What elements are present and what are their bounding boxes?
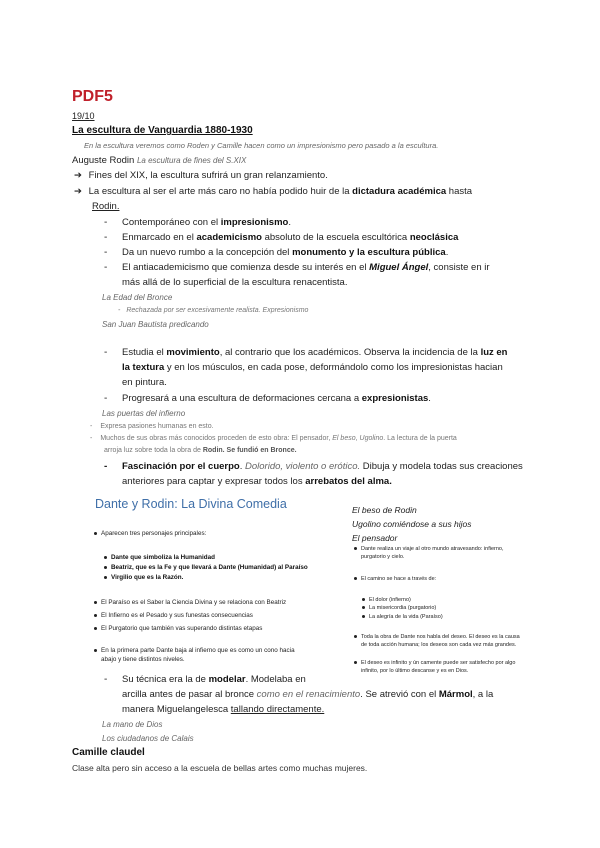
bullet-icon: [354, 661, 357, 664]
dash-icon: -: [104, 461, 108, 472]
bullet-icon: [94, 649, 97, 652]
bullet-icon: [354, 635, 357, 638]
bullet-icon: [354, 547, 357, 550]
right-caption-3: El pensador: [352, 533, 398, 543]
slide-subbullet: Beatriz, que es la Fe y que llevará a Dante (Humanidad) al Paraíso: [104, 564, 308, 571]
dash-icon: -: [104, 247, 108, 258]
right-subbullet: La alegría de la vida (Paraíso): [362, 614, 443, 620]
dash-item-6: Progresará a una escultura de deformaciones cercana a expresionistas.: [122, 393, 431, 404]
dash-item-8: Su técnica era la de modelar. Modelaba en: [122, 674, 306, 685]
right-bullet: Dante realiza un viaje al otro mundo atravesando: infierno,: [354, 546, 503, 552]
bullet-icon: [104, 566, 107, 569]
right-bullet-cont: de toda acción humana; los deseos son cada vez más grandes.: [361, 642, 517, 648]
camille-text: Clase alta pero sin acceso a la escuela de bellas artes como muchas mujeres.: [72, 763, 368, 773]
mano-title: La mano de Dios: [102, 720, 163, 729]
puertas-item-2-cont: arroja luz sobre toda la obra de Rodin. Se fundió en Bronce.: [104, 447, 297, 454]
calais-title: Los ciudadanos de Calais: [102, 734, 194, 743]
right-caption-2: Ugolino comiéndose a sus hijos: [352, 519, 472, 529]
dash-icon: -: [104, 393, 108, 404]
dash-icon: -: [104, 347, 108, 358]
arrow-item-1: ➔ Fines del XIX, la escultura sufrirá un gran relanzamiento.: [74, 170, 328, 181]
dash-item-5-cont2: en pintura.: [122, 377, 167, 388]
date: 19/10: [72, 111, 95, 121]
dash-icon: -: [104, 232, 108, 243]
auguste-sub: La escultura de fines del S.XIX: [136, 156, 247, 165]
right-caption-1: El beso de Rodin: [352, 505, 417, 515]
edad-sub: - Rechazada por ser excesivamente realista. Expresionismo: [118, 307, 309, 314]
dash-item-5-cont: la textura y en los músculos, en cada pose, deformándolo como los impresionistas hacian: [122, 362, 503, 373]
slide-subbullet: Virgilio que es la Razón.: [104, 574, 183, 581]
bullet-icon: [104, 576, 107, 579]
dash-icon: -: [104, 674, 108, 685]
right-bullet: El deseo es infinito y ún camente puede ser satisfecho por algo: [354, 660, 515, 666]
bullet-icon: [104, 556, 107, 559]
section-heading: La escultura de Vanguardia 1880-1930: [72, 125, 253, 136]
arrow-icon: ➔: [74, 170, 82, 181]
arrow-icon: ➔: [74, 186, 82, 197]
dash-item-2: Enmarcado en el academicismo absoluto de la escuela escultórica neoclásica: [122, 232, 459, 243]
right-bullet: El camino se hace a través de:: [354, 576, 436, 582]
bullet-icon: [94, 614, 97, 617]
bullet-icon: [94, 627, 97, 630]
dash-item-4: El antiacademicismo que comienza desde su interés en el Miguel Ángel, consiste en ir: [122, 262, 490, 273]
slide-bullet: El Purgatorio que también vas superando distintas etapas: [94, 625, 262, 632]
slide-bullet: El Infierno es el Pesado y sus funestas consecuencias: [94, 612, 253, 619]
slide-title: Dante y Rodin: La Divina Comedia: [95, 497, 287, 511]
auguste-line: [72, 155, 246, 166]
bullet-icon: [354, 577, 357, 580]
bullet-icon: [94, 601, 97, 604]
arrow2-rodin: Rodin.: [92, 201, 120, 212]
dash-icon: -: [104, 217, 108, 228]
arrow-item-2: ➔ La escultura al ser el arte más caro no había podido huir de la dictadura académica hasta: [74, 186, 473, 197]
dash-item-4-cont: más allá de lo superficial de la escultura renacentista.: [122, 277, 348, 288]
puertas-item-1: - Expresa pasiones humanas en esto.: [90, 423, 214, 430]
dash-item-1: Contemporáneo con el impresionismo.: [122, 217, 291, 228]
dash-item-3: Da un nuevo rumbo a la concepción del monumento y la escultura pública.: [122, 247, 449, 258]
right-bullet-cont: purgatorio y cielo.: [361, 554, 405, 560]
dash-item-8-cont2: manera Miguelangelesca tallando directamente.: [122, 704, 325, 715]
sanjuan-title: San Juan Bautista predicando: [102, 320, 209, 329]
right-bullet-cont: infinito, por lo último descanse y es en Dios.: [361, 668, 469, 674]
slide-bullet-cont: abajo y tiene distintos niveles.: [101, 656, 185, 663]
page-title: PDF5: [72, 88, 113, 105]
dash-item-8-cont: arcilla antes de pasar al bronce como en el renacimiento. Se atrevió con el Mármol, a la: [122, 689, 494, 700]
bullet-icon: [362, 598, 365, 601]
slide-bullet: Aparecen tres personajes principales:: [94, 530, 206, 537]
right-subbullet: La misericordia (purgatorio): [362, 605, 436, 611]
dash-item-7-cont: anteriores para captar y expresar todos los arrebatos del alma.: [122, 476, 392, 487]
bullet-icon: [362, 615, 365, 618]
edad-title: La Edad del Bronce: [102, 293, 173, 302]
puertas-item-2: - Muchos de sus obras más conocidos proceden de esto obra: El pensador, El beso, Ugolino. La lectura de la puerta: [90, 435, 457, 442]
slide-bullet: El Paraíso es el Saber la Ciencia Divina y se relaciona con Beatriz: [94, 599, 286, 606]
bullet-icon: [94, 532, 97, 535]
dash-icon: -: [104, 262, 108, 273]
dash-item-5: Estudia el movimiento, al contrario que los académicos. Observa la incidencia de la luz en: [122, 347, 508, 358]
dash-item-7: Fascinación por el cuerpo. Dolorido, violento o erótico. Dibuja y modela todas sus creaciones: [122, 461, 523, 472]
right-bullet: Toda la obra de Dante nos habla del deseo. El deseo es la causa: [354, 634, 520, 640]
slide-bullet: En la primera parte Dante baja al infierno que es como un cono hacia: [94, 647, 295, 654]
intro-note: En la escultura veremos como Roden y Camille hacen como un impresionismo pero pasado a la escultura.: [84, 141, 439, 150]
puertas-title: Las puertas del infierno: [102, 409, 186, 418]
right-subbullet: El dolor (infierno): [362, 597, 411, 603]
bullet-icon: [362, 606, 365, 609]
camille-heading: Camille claudel: [72, 747, 145, 758]
slide-subbullet: Dante que simboliza la Humanidad: [104, 554, 215, 561]
auguste-name: Auguste Rodin: [72, 155, 135, 166]
